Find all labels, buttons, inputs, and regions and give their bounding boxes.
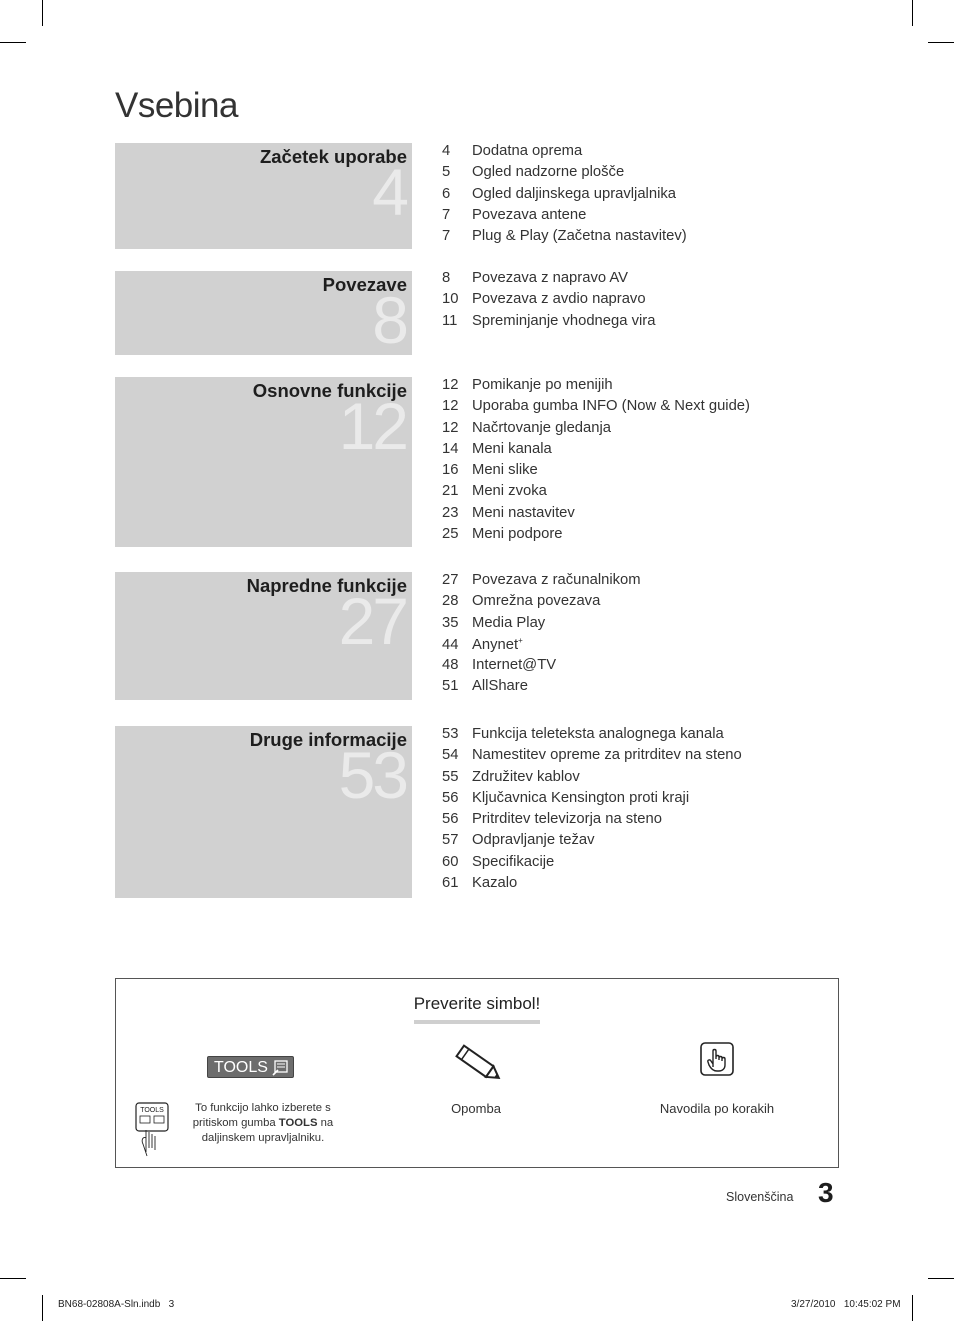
toc-item[interactable] xyxy=(442,377,750,398)
section-title: Osnovne funkcije xyxy=(252,380,407,401)
toc-item[interactable] xyxy=(442,572,641,593)
toc-page-number: 23 xyxy=(442,504,459,521)
toc-entry-text: Odpravljanje težav xyxy=(472,832,595,849)
toc-entry-text: Povezava z računalnikom xyxy=(472,572,641,588)
toc-item[interactable] xyxy=(442,398,750,419)
toc-page-number: 4 xyxy=(442,143,451,159)
toc-item[interactable] xyxy=(442,291,655,312)
superscript-plus: + xyxy=(518,635,523,645)
toc-entry-text: Pritrditev televizorja na steno xyxy=(472,811,662,828)
toc-item[interactable] xyxy=(442,228,687,249)
section-box-osnovne-funkcije xyxy=(115,377,412,547)
toc-page-number: 54 xyxy=(442,747,459,764)
toc-item[interactable] xyxy=(442,441,750,462)
footer-language: Slovenščina xyxy=(726,1190,794,1204)
section-box-povezave xyxy=(115,271,412,355)
crop-mark xyxy=(928,42,954,43)
toc-entry-text: Pomikanje po menijih xyxy=(472,377,613,393)
toc-entry-text: Ključavnica Kensington proti kraji xyxy=(472,789,690,806)
toc-item[interactable] xyxy=(442,505,750,526)
toc-item[interactable] xyxy=(442,811,742,832)
toc-entry-text: Združitev kablov xyxy=(472,768,580,785)
section-title: Začetek uporabe xyxy=(259,146,407,167)
toc-page-number: 11 xyxy=(442,312,458,329)
toc-entry-text: Dodatna oprema xyxy=(472,143,583,159)
symbol-legend-title: Preverite simbol! xyxy=(116,994,838,1024)
toc-entry-text: Meni kanala xyxy=(472,440,552,457)
toc-item[interactable] xyxy=(442,636,641,657)
toc-entry-text: Omrežna povezava xyxy=(472,593,601,610)
toc-page-number: 21 xyxy=(442,483,459,500)
remote-tools-button-icon xyxy=(133,1102,171,1158)
toc-item[interactable] xyxy=(442,875,742,896)
section-title: Povezave xyxy=(322,274,407,295)
toc-entry-text: Načrtovanje gledanja xyxy=(472,419,612,436)
crop-mark xyxy=(928,1278,954,1279)
toc-item[interactable] xyxy=(442,747,742,768)
toc-page-number: 27 xyxy=(442,572,459,588)
toc-item[interactable] xyxy=(442,790,742,811)
toc-entry-text: Ogled nadzorne plošče xyxy=(472,164,625,181)
section-number: 27 xyxy=(338,584,406,658)
toc-item[interactable] xyxy=(442,270,655,291)
toc-list-osnovne-funkcije xyxy=(442,377,750,547)
section-number: 53 xyxy=(338,738,406,812)
toc-page-number: 35 xyxy=(442,614,459,631)
crop-mark xyxy=(0,1278,26,1279)
toc-entry-text: Meni podpore xyxy=(472,526,563,543)
toc-entry-text: Specifikacije xyxy=(472,853,555,870)
crop-mark xyxy=(42,1295,43,1321)
toc-page-number: 44 xyxy=(442,636,459,653)
toc-entry-text: AllShare xyxy=(472,678,528,695)
step-by-step-hand-icon xyxy=(699,1041,735,1077)
toc-list-druge-informacije xyxy=(442,726,742,896)
toc-item[interactable] xyxy=(442,207,687,228)
toc-page-number: 55 xyxy=(442,768,459,785)
toc-item[interactable] xyxy=(442,462,750,483)
tools-badge: TOOLS xyxy=(207,1056,294,1078)
section-title: Napredne funkcije xyxy=(246,575,407,596)
toc-entry-text: Meni zvoka xyxy=(472,483,547,500)
toc-entry-text: Uporaba gumba INFO (Now & Next guide) xyxy=(472,398,750,415)
toc-entry-text: Namestitev opreme za pritrditev na steno xyxy=(472,747,742,764)
section-box-napredne-funkcije xyxy=(115,572,412,700)
toc-page-number: 10 xyxy=(442,291,459,308)
toc-list-povezave xyxy=(442,270,655,334)
toc-page-number: 61 xyxy=(442,875,459,892)
toc-entry-text: Povezava z napravo AV xyxy=(472,270,629,286)
toc-page-number: 12 xyxy=(442,419,459,436)
crop-mark xyxy=(912,0,913,26)
tools-description: To funkcijo lahko izberete s pritiskom gumba TOOLS na daljinskem upravljalniku. xyxy=(192,1102,334,1144)
toc-page-number: 28 xyxy=(442,593,459,610)
toc-entry-text: Ogled daljinskega upravljalnika xyxy=(472,185,676,202)
toc-item[interactable] xyxy=(442,526,750,547)
toc-entry-text: Povezava antene xyxy=(472,206,587,223)
toc-page-number: 25 xyxy=(442,526,459,543)
section-box-zacetek-uporabe xyxy=(115,143,412,249)
crop-mark xyxy=(912,1295,913,1321)
toc-page-number: 14 xyxy=(442,440,459,457)
section-title: Druge informacije xyxy=(249,729,407,750)
section-number: 8 xyxy=(372,283,406,357)
toc-entry-text: Plug & Play (Začetna nastavitev) xyxy=(472,228,687,245)
toc-page-number: 57 xyxy=(442,832,459,849)
footer-page-number: 3 xyxy=(818,1177,834,1208)
toc-item[interactable] xyxy=(442,186,687,207)
toc-page-number: 51 xyxy=(442,678,459,695)
toc-item[interactable] xyxy=(442,657,641,678)
toc-page-number: 12 xyxy=(442,377,459,393)
toc-item[interactable] xyxy=(442,769,742,790)
section-number: 4 xyxy=(372,155,406,229)
toc-item[interactable] xyxy=(442,420,750,441)
toc-list-napredne-funkcije xyxy=(442,572,641,700)
crop-mark xyxy=(42,0,43,26)
toc-item[interactable] xyxy=(442,593,641,614)
toc-page-number: 8 xyxy=(442,270,451,286)
page-title: Vsebina xyxy=(115,86,238,125)
remote-tools-label: TOOLS xyxy=(140,1107,164,1114)
toc-entry-text: Internet@TV xyxy=(472,657,557,674)
toc-page-number: 60 xyxy=(442,853,459,870)
step-by-step-label: Navodila po korakih xyxy=(659,1101,775,1116)
section-number: 12 xyxy=(338,389,406,463)
toc-item[interactable] xyxy=(442,615,641,636)
section-box-druge-informacije xyxy=(115,726,412,898)
toc-item[interactable] xyxy=(442,832,742,853)
toc-entry-text: Povezava z avdio napravo xyxy=(472,291,646,308)
toc-entry-text: Meni slike xyxy=(472,462,538,479)
toc-page-number: 56 xyxy=(442,789,459,806)
toc-entry-text: Anynet xyxy=(472,636,519,653)
toc-entry-text: Media Play xyxy=(472,614,546,631)
toc-page-number: 53 xyxy=(442,726,459,742)
toc-item[interactable] xyxy=(442,726,742,747)
toc-entry-text: Spreminjanje vhodnega vira xyxy=(472,312,656,329)
toc-page-number: 5 xyxy=(442,164,451,181)
toc-page-number: 12 xyxy=(442,398,459,415)
symbol-legend-box xyxy=(115,978,839,1168)
toc-item[interactable] xyxy=(442,854,742,875)
toc-item[interactable] xyxy=(442,678,641,699)
toc-item[interactable] xyxy=(442,143,687,164)
toc-entry-text: Kazalo xyxy=(472,875,518,892)
toc-page-number: 7 xyxy=(442,206,451,223)
print-date-info: 3/27/2010 10:45:02 PM xyxy=(791,1299,901,1310)
tools-icon xyxy=(272,1060,288,1076)
toc-page-number: 6 xyxy=(442,185,451,202)
print-file-info: BN68-02808A-Sln.indb 3 xyxy=(58,1299,175,1310)
crop-mark xyxy=(0,42,26,43)
toc-item[interactable] xyxy=(442,164,687,185)
toc-item[interactable] xyxy=(442,313,655,334)
toc-page-number: 48 xyxy=(442,657,459,674)
toc-page-number: 56 xyxy=(442,811,459,828)
toc-entry-text: Funkcija teleteksta analognega kanala xyxy=(472,726,724,742)
toc-item[interactable] xyxy=(442,483,750,504)
toc-entry-text: Meni nastavitev xyxy=(472,504,575,521)
note-label: Opomba xyxy=(451,1101,501,1116)
toc-page-number: 16 xyxy=(442,462,459,479)
toc-list-zacetek-uporabe xyxy=(442,143,687,249)
toc-page-number: 7 xyxy=(442,228,451,245)
pencil-note-icon xyxy=(450,1042,506,1086)
